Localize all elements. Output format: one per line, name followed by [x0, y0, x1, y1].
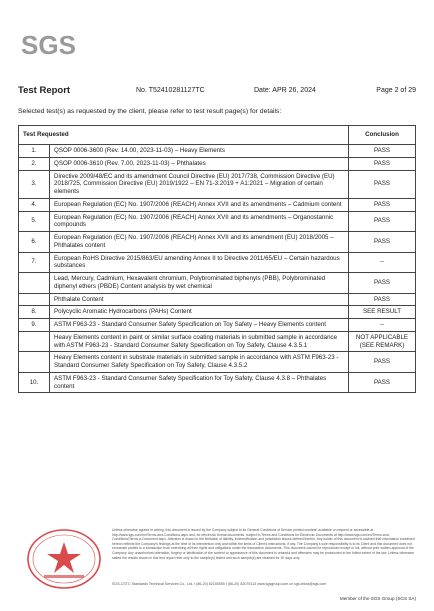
- intro-text: Selected test(s) as requested by the client, please refer to test result page(s) for details:: [18, 108, 282, 115]
- row-number: 8.: [19, 306, 50, 319]
- test-description: ASTM F963-23 - Standard Consumer Safety Specification on Toy Safety – Heavy Elements content: [50, 319, 349, 332]
- row-number: 4.: [19, 198, 50, 211]
- test-description: European RoHS Directive 2015/863/EU amending Annex II to Directive 2011/65/EU – Certain hazardous substances: [50, 252, 349, 273]
- conclusion-cell: --: [349, 252, 416, 273]
- row-number: 7.: [19, 252, 50, 273]
- table-row: [19, 145, 416, 158]
- test-description: Lead, Mercury, Cadmium, Hexavalent chromium, Polybrominated biphenyls (PBB), Polybrominated diphenyl ethers (PBDE) Content analysis by wet chemical: [50, 273, 349, 294]
- test-description: Phthalate Content: [50, 293, 349, 306]
- table-row: [19, 252, 416, 273]
- test-description: ASTM F963-23 - Standard Consumer Safety Specification for Toy Safety, Clause 4.3.8 – Phthalates content: [50, 372, 349, 393]
- footer: [18, 520, 416, 600]
- legal-disclaimer: Unless otherwise agreed in writing, this document is issued by the Company subject to its General Conditions of Service printed overleaf, available on request or accessible at http://www.sgs.com/en/Terms-and-Conditions.aspx and, for electronic format documents, subject to Terms and Conditions for Electronic Documents at http://www.sgs.com/en/Terms-and-Conditions/Terms-e-Document.aspx. Attention is drawn to the limitation of liability, indemnification and jurisdiction issues defined therein. Any holder of this document is advised that information contained hereon reflects the Company's findings at the time of its intervention only and within the limits of Client's instructions, if any. The Company's sole responsibility is to its Client and this document does not exonerate parties to a transaction from exercising all their rights and obligations under the transaction documents. This document cannot be reproduced except in full, without prior written approval of the Company. Any unauthorized alteration, forgery or falsification of the content or appearance of this document is unlawful and offenders may be prosecuted to the fullest extent of the law. Unless otherwise stated the results shown in this test report refer only to the sample(s) tested and such sample(s) are retained for 30 days only.: [112, 528, 415, 560]
- conclusion-cell: PASS: [349, 145, 416, 158]
- conclusion-cell: PASS: [349, 157, 416, 170]
- col-test-requested: Test Requested: [19, 126, 349, 145]
- conclusion-cell: PASS: [349, 198, 416, 211]
- test-description: European Regulation (EC) No. 1907/2006 (REACH) Annex XVII and its amendment (EU) 2018/2005 – Phthalates content: [50, 232, 349, 253]
- table-row: [19, 211, 416, 232]
- conclusion-cell: PASS: [349, 273, 416, 294]
- conclusion-cell: PASS: [349, 211, 416, 232]
- company-stamp: [26, 528, 102, 590]
- table-body: [19, 145, 416, 393]
- page-indicator: Page 2 of 29: [376, 87, 416, 94]
- test-description: QSOP 0006-3600 (Rev. 14.00, 2023-11-03) – Heavy Elements: [50, 145, 349, 158]
- row-number: [19, 293, 50, 306]
- test-description: QSOP 0006-3610 (Rev. 7.00, 2023-11-03) – Phthalates: [50, 157, 349, 170]
- table-row: [19, 273, 416, 294]
- row-number: 3.: [19, 170, 50, 198]
- test-description: Polycyclic Aromatic Hydrocarbons (PAHs) Content: [50, 306, 349, 319]
- conclusion-cell: --: [349, 319, 416, 332]
- row-number: [19, 273, 50, 294]
- sgs-logo-text: SGS: [21, 30, 76, 60]
- row-number: 9.: [19, 319, 50, 332]
- member-note: Member of the SGS Group (SGS SA): [339, 596, 416, 601]
- test-description: European Regulation (EC) No. 1907/2006 (REACH) Annex XVII and its amendments – Cadmium content: [50, 198, 349, 211]
- conclusion-cell: PASS: [349, 170, 416, 198]
- conclusion-cell: PASS: [349, 293, 416, 306]
- report-title: Test Report: [18, 85, 71, 96]
- test-description: Directive 2009/48/EC and its amendment Council Directive (EU) 2017/738, Commission Directive (EU) 2018/725, Commission Directive (EU) 2019/1922 – EN 71-3:2019 + A1:2021 – Migration of certain elements: [50, 170, 349, 198]
- test-description: Heavy Elements content in substrate materials in submitted sample in accordance with ASTM F963-23 - Standard Consumer Safety Specification on Toy Safety, Clause 4.3.5.2: [50, 352, 349, 373]
- sgs-logo: [21, 30, 77, 60]
- report-date: Date: APR 26, 2024: [254, 87, 316, 94]
- table-row: [19, 352, 416, 373]
- test-description: Heavy Elements content in paint or similar surface coating materials in submitted sample in accordance with ASTM F963-23 - Standard Consumer Safety Specification on Toy Safety, Clause 4.3.5.1: [50, 331, 349, 352]
- row-number: [19, 352, 50, 373]
- row-number: 6.: [19, 232, 50, 253]
- conclusion-cell: PASS: [349, 352, 416, 373]
- row-number: 10.: [19, 372, 50, 393]
- table-row: [19, 157, 416, 170]
- test-description: European Regulation (EC) No. 1907/2006 (REACH) Annex XVII and its amendments – Organostannic compounds: [50, 211, 349, 232]
- table-row: [19, 306, 416, 319]
- report-header: [18, 86, 416, 98]
- table-header-row: [19, 126, 416, 145]
- table-row: [19, 170, 416, 198]
- table-row: [19, 198, 416, 211]
- conclusion-cell: PASS: [349, 232, 416, 253]
- row-number: 1.: [19, 145, 50, 158]
- table-row: [19, 331, 416, 352]
- conclusion-cell: PASS: [349, 372, 416, 393]
- table-row: [19, 372, 416, 393]
- conclusion-cell: SEE RESULT: [349, 306, 416, 319]
- table-row: [19, 319, 416, 332]
- row-number: [19, 331, 50, 352]
- row-number: 2.: [19, 157, 50, 170]
- table-row: [19, 293, 416, 306]
- col-conclusion: Conclusion: [349, 126, 416, 145]
- conclusion-cell: NOT APPLICABLE (SEE REMARK): [349, 331, 416, 352]
- company-contact-line: SGS-CSTC Standards Technical Services Co., Ltd. t (86-20) 82155555 f (86-20) 82075113 www.sgsgroup.com.cn sgs.china@sgs.com: [112, 582, 327, 586]
- report-number: No. T52410281127TC: [136, 87, 205, 94]
- test-requested-table: [18, 125, 416, 393]
- table-row: [19, 232, 416, 253]
- row-number: 5.: [19, 211, 50, 232]
